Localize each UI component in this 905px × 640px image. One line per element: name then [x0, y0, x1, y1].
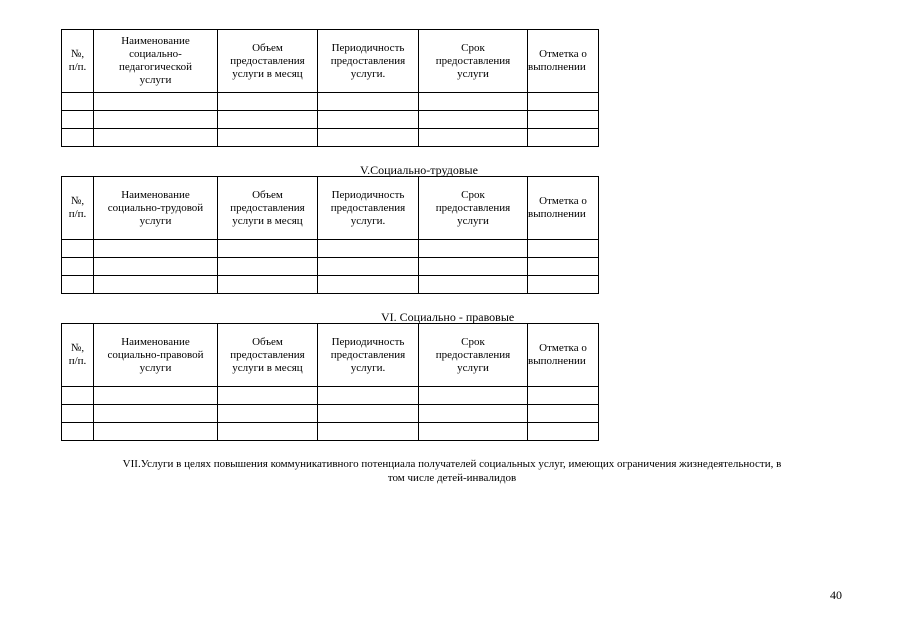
- table-cell[interactable]: [218, 111, 318, 129]
- header-volume: Объем предоставления услуги в месяц: [218, 324, 318, 387]
- header-completion-mark: Отметка о выполнении: [528, 324, 599, 387]
- table-cell[interactable]: [528, 405, 599, 423]
- table-cell[interactable]: [528, 276, 599, 294]
- header-number: №, п/п.: [62, 30, 94, 93]
- header-service-name: Наименование социально- педагогической услуги: [94, 30, 218, 93]
- table-cell[interactable]: [318, 387, 419, 405]
- table-cell[interactable]: [62, 276, 94, 294]
- table-cell[interactable]: [318, 93, 419, 111]
- table-cell[interactable]: [318, 276, 419, 294]
- header-completion-mark: Отметка о выполнении: [528, 30, 599, 93]
- table-cell[interactable]: [318, 129, 419, 147]
- header-periodicity: Периодичность предоставления услуги.: [318, 177, 419, 240]
- table-cell[interactable]: [218, 258, 318, 276]
- section-vii-line-2: том числе детей-инвалидов: [387, 472, 517, 484]
- table-cell[interactable]: [94, 387, 218, 405]
- table-cell[interactable]: [218, 129, 318, 147]
- table-row: [62, 129, 599, 147]
- table-cell[interactable]: [62, 405, 94, 423]
- table-header-row: [62, 30, 599, 93]
- table-cell[interactable]: [62, 111, 94, 129]
- header-completion-mark: Отметка о выполнении: [528, 177, 599, 240]
- table-row: [62, 258, 599, 276]
- table-cell[interactable]: [419, 405, 528, 423]
- table-cell[interactable]: [528, 240, 599, 258]
- table-cell[interactable]: [528, 129, 599, 147]
- table-row: [62, 387, 599, 405]
- services-table-legal: [61, 323, 599, 441]
- table-cell[interactable]: [419, 387, 528, 405]
- table-cell[interactable]: [218, 93, 318, 111]
- table-row: [62, 423, 599, 441]
- table-cell[interactable]: [218, 405, 318, 423]
- table-cell[interactable]: [62, 93, 94, 111]
- table-cell[interactable]: [94, 423, 218, 441]
- table-cell[interactable]: [318, 423, 419, 441]
- table-cell[interactable]: [419, 423, 528, 441]
- section-vi-caption: VI. Социально - правовые: [381, 310, 515, 324]
- table-cell[interactable]: [218, 240, 318, 258]
- table-cell[interactable]: [419, 240, 528, 258]
- header-volume: Объем предоставления услуги в месяц: [218, 177, 318, 240]
- table-cell[interactable]: [94, 276, 218, 294]
- table-cell[interactable]: [62, 129, 94, 147]
- header-term: Срок предоставления услуги: [419, 177, 528, 240]
- table-cell[interactable]: [94, 111, 218, 129]
- table-cell[interactable]: [528, 93, 599, 111]
- header-number: №, п/п.: [62, 177, 94, 240]
- table-cell[interactable]: [94, 258, 218, 276]
- table-cell[interactable]: [528, 423, 599, 441]
- table-row: [62, 405, 599, 423]
- section-vii-line-1: VII.Услуги в целях повышения коммуникативного потенциала получателей социальных услуг, имеющих ограничения жизнедеятельности, в: [122, 458, 782, 470]
- services-table-pedagogical: [61, 29, 599, 147]
- header-service-name: Наименование социально-правовой услуги: [94, 324, 218, 387]
- table-cell[interactable]: [218, 423, 318, 441]
- table-row: [62, 276, 599, 294]
- table-row: [62, 93, 599, 111]
- table-cell[interactable]: [318, 258, 419, 276]
- table-header-row: [62, 177, 599, 240]
- header-number: №, п/п.: [62, 324, 94, 387]
- header-periodicity: Периодичность предоставления услуги.: [318, 30, 419, 93]
- header-volume: Объем предоставления услуги в месяц: [218, 30, 318, 93]
- section-v-caption: V.Социально-трудовые: [360, 163, 478, 177]
- page-number: 40: [830, 588, 842, 602]
- section-vii-heading: [62, 457, 842, 485]
- table-cell[interactable]: [528, 111, 599, 129]
- table-cell[interactable]: [94, 240, 218, 258]
- header-periodicity: Периодичность предоставления услуги.: [318, 324, 419, 387]
- services-table-labor: [61, 176, 599, 294]
- header-term: Срок предоставления услуги: [419, 30, 528, 93]
- table-cell[interactable]: [62, 240, 94, 258]
- table-header-row: [62, 324, 599, 387]
- header-service-name: Наименование социально-трудовой услуги: [94, 177, 218, 240]
- table-cell[interactable]: [218, 276, 318, 294]
- table-cell[interactable]: [528, 387, 599, 405]
- table-row: [62, 240, 599, 258]
- table-cell[interactable]: [318, 405, 419, 423]
- header-term: Срок предоставления услуги: [419, 324, 528, 387]
- table-cell[interactable]: [94, 405, 218, 423]
- table-cell[interactable]: [62, 423, 94, 441]
- table-cell[interactable]: [318, 111, 419, 129]
- table-cell[interactable]: [218, 387, 318, 405]
- table-cell[interactable]: [528, 258, 599, 276]
- table-cell[interactable]: [419, 111, 528, 129]
- table-cell[interactable]: [62, 387, 94, 405]
- table-cell[interactable]: [94, 129, 218, 147]
- table-cell[interactable]: [318, 240, 419, 258]
- table-cell[interactable]: [419, 129, 528, 147]
- table-cell[interactable]: [419, 258, 528, 276]
- table-cell[interactable]: [94, 93, 218, 111]
- table-cell[interactable]: [419, 93, 528, 111]
- table-cell[interactable]: [419, 276, 528, 294]
- table-cell[interactable]: [62, 258, 94, 276]
- table-row: [62, 111, 599, 129]
